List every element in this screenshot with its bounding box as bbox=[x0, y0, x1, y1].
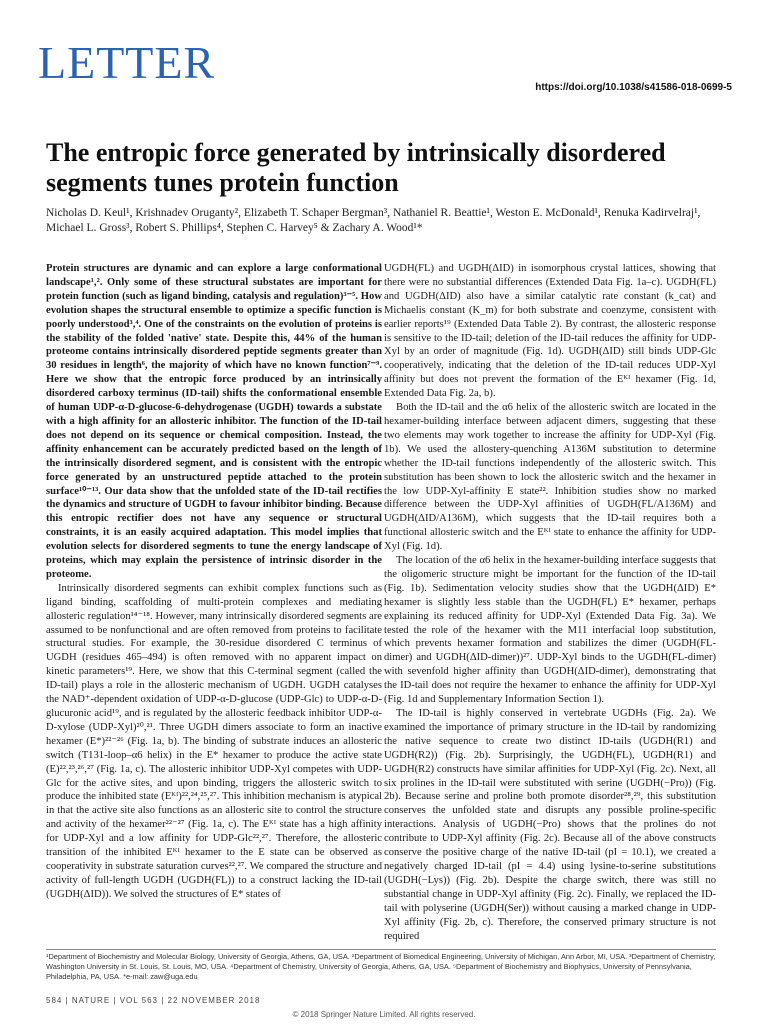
author-list: Nicholas D. Keul¹, Krishnadev Oruganty², Elizabeth T. Schaper Bergman³, Nathaniel R. Beattie¹, Weston E. McDonald¹, Renuka Kadirvelraj¹, Michael L. Gross³, Robert S. Phillips⁴, Stephen C. Harvey⁵ & Zachary A. Wood¹* bbox=[46, 207, 701, 234]
footnote-divider bbox=[46, 949, 716, 950]
abstract-paragraph: Protein structures are dynamic and can explore a large conformational landscape¹,². Only some of these structural substates are important for protein function (such as ligand binding, catalysis and regulation)³⁻⁵. How evolution shapes the structural ensemble to optimize a specific function is poorly understood³,⁴. One of the constraints on the evolution of proteins is the stability of the folded 'native' state. Despite this, 44% of the human proteome contains intrinsically disordered peptide segments greater than 30 residues in length⁶, the majority of which have no known function⁷⁻⁹. Here we show that the entropic force produced by an intrinsically disordered carboxy terminus (ID-tail) shifts the conformational ensemble of human UDP-α-D-glucose-6-dehydrogenase (UGDH) towards a substate with a high affinity for an allosteric inhibitor. The function of the ID-tail does not depend on its sequence or chemical composition. Instead, the affinity enhancement can be accurately predicted based on the length of the intrinsically disordered segment, and is consistent with the entropic force generated by an unstructured peptide attached to the protein surface¹⁰⁻¹³. Our data show that the unfolded state of the ID-tail rectifies the dynamics and structure of UGDH to favour inhibitor binding. Because this entropic rectifier does not have any sequence or structural constraints, it is an easily acquired adaptation. This model implies that evolution selects for disordered segments to tune the energy landscape of proteins, which may explain the persistence of intrinsic disorder in the proteome. bbox=[46, 263, 382, 580]
body-paragraph: The location of the α6 helix in the hexamer-building interface suggests that the oligomeric structure might be important for the function of the ID-tail (Fig. 1b). Sedimentation velocity studies show that the UGDH(ΔID) E* hexamer is slightly less stable than the UGDH(FL) E* hexamer, perhaps explaining its reduced affinity for UDP-Xyl (Extended Data Fig. 3a). We tested the role of the hexamer with the M11 interfacial loop substitution, which prevents hexamer formation and stabilizes the dimer (UGDH(FL-dimer) and UGDH(ΔID-dimer))²⁷. UDP-Xyl binds to the UGDH(FL-dimer) with sevenfold higher affinity than UGDH(ΔID-dimer), demonstrating that the ID-tail does not require the hexamer to enhance the affinity for UDP-Xyl (Fig. 1d and Supplementary Information Section 1). bbox=[384, 555, 716, 706]
body-paragraph: UGDH(FL) and UGDH(ΔID) in isomorphous crystal lattices, showing that there were no substantial differences (Extended Data Fig. 1a–c). UGDH(FL) and UGDH(ΔID) also have a similar catalytic rate constant (k_cat) and Michaelis constant (K_m) for both substrate and coenzyme, consistent with earlier reports¹⁹ (Extended Data Table 2). By contrast, the allosteric response is sensitive to the ID-tail; deletion of the ID-tail reduces the affinity for UDP-Xyl by an order of magnitude (Fig. 1d). UGDH(ΔID) still binds UDP-Glc cooperatively, indicating that the deletion of the ID-tail reduces UDP-Xyl affinity but does not prevent the formation of the Eᴷᴵ hexamer (Fig. 1d, Extended Data Fig. 2a, b). bbox=[384, 263, 716, 400]
page-info: 584 | NATURE | VOL 563 | 22 NOVEMBER 2018 bbox=[46, 996, 261, 1005]
copyright-notice: © 2018 Springer Nature Limited. All rights reserved. bbox=[292, 1010, 476, 1019]
affiliations-footnote: ¹Department of Biochemistry and Molecular Biology, University of Georgia, Athens, GA, USA. ²Department of Biomedical Engineering, University of Michigan, Ann Arbor, MI, USA. ³Department of Chemistry, Washington University in St. Louis, St. Louis, MO, USA. ⁴Department of Chemistry, University of Georgia, Athens, GA, USA. ⁵Department of Biochemistry and Biophysics, University of Pennsylvania, Philadelphia, PA, USA. *e-mail: zaw@uga.edu bbox=[46, 952, 716, 981]
body-paragraph: The ID-tail is highly conserved in vertebrate UGDHs (Fig. 2a). We examined the importance of primary structure in the ID-tail by randomizing the native sequence to create two distinct ID-tails (UGDH(R1) and UGDH(R2)) (Fig. 2b). Surprisingly, the UGDH(FL), UGDH(R1) and UGDH(R2) constructs have similar affinities for UDP-Xyl (Fig. 2c). Next, all six prolines in the ID-tail were substituted with serine (UGDH(−Pro)) (Fig. 2b). Because serine and proline both promote disorder²⁸,²⁹, this substitution conserves the unfolded state and disrupts any possible proline-specific interactions. Analysis of UGDH(−Pro) shows that the prolines do not contribute to UDP-Xyl affinity (Fig. 2c). Because all of the above constructs conserve the positive charge of the native ID-tail (pI = 10.1), we created a negatively charged ID-tail (pI = 4.4) using lysine-to-serine substitutions (UGDH(−Lys)) (Fig. 2b). Despite the charge switch, there was still no substantial change in UDP-Xyl affinity (Fig. 2c). Finally, we replaced the ID-tail with polyserine (UGDH(Ser)) without causing a marked change in UDP-Xyl affinity (Fig. 2b, c). Therefore, the conserved primary structure is not required bbox=[384, 708, 716, 942]
section-heading: LETTER bbox=[38, 37, 216, 88]
body-paragraph: Both the ID-tail and the α6 helix of the allosteric switch are located in the hexamer-building interface between adjacent dimers, suggesting that these two elements may work together to increase the affinity for UDP-Xyl (Fig. 1b). We used the allostery-quenching A136M substitution to determine whether the ID-tail functions independently of the allosteric switch. This substitution has been shown to lock the allosteric switch and the hexamer in the low UDP-Xyl-affinity E state²². Inhibition studies show no marked difference between the UDP-Xyl affinities of UGDH(FL/A136M) and UGDH(ΔID/A136M), which suggests that the ID-tail requires both a functional allosteric switch and the Eᴷᴵ state to enhance the affinity for UDP-Xyl (Fig. 1d). bbox=[384, 402, 716, 553]
doi-link[interactable]: https://doi.org/10.1038/s41586-018-0699-5 bbox=[535, 82, 732, 93]
right-column bbox=[384, 262, 716, 943]
body-paragraph: Intrinsically disordered segments can exhibit complex functions such as ligand binding, scaffolding of multi-protein complexes and mediating allosteric regulation¹⁴⁻¹⁸. However, many intrinsically disordered segments are assumed to be nonfunctional and are often removed from proteins to facilitate structural studies. For example, the 30-residue disordered C terminus of UGDH (residues 465–494) is often removed with no apparent impact on kinetic parameters¹⁹. Here, we show that this C-terminal segment (called the ID-tail) plays a role in the allosteric mechanism of UGDH. UGDH catalyses the NAD⁺-dependent oxidation of UDP-α-D-glucose (UDP-Glc) to UDP-α-D-glucuronic acid¹⁹, and is regulated by the allosteric feedback inhibitor UDP-α-D-xylose (UDP-Xyl)²⁰,²¹. Three UGDH dimers associate to form an inactive hexamer (E*)²²⁻²⁶ (Fig. 1a, b). The binding of substrate induces an allosteric switch (T131-loop–α6 helix) in the E* hexamer to produce the active state (E)²²,²³,²⁶,²⁷ (Fig. 1a, c). The allosteric inhibitor UDP-Xyl competes with UDP-Glc for the active sites, and upon binding, triggers the allosteric switch to produce the inhibited state (Eᴷᴵ)²²,²⁴,²⁵,²⁷. This inhibition mechanism is atypical in that the active site also functions as an allosteric site to control the structure and activity of the hexamer²²⁻²⁷ (Fig. 1a, c). The Eᴷᴵ state has a high affinity for UDP-Xyl and a low affinity for UDP-Glc²²,²⁷. Therefore, the allosteric transition of the inhibited Eᴷᴵ hexamer to the E state can be observed as cooperativity in substrate saturation curves²²,²⁷. We compared the structure and activity of full-length UGDH (UGDH(FL)) to a construct lacking the ID-tail (UGDH(ΔID)). We solved the structures of E* states of bbox=[46, 582, 382, 900]
left-column bbox=[46, 262, 382, 902]
article-title: The entropic force generated by intrinsically disordered segments tunes protein function bbox=[46, 138, 666, 197]
